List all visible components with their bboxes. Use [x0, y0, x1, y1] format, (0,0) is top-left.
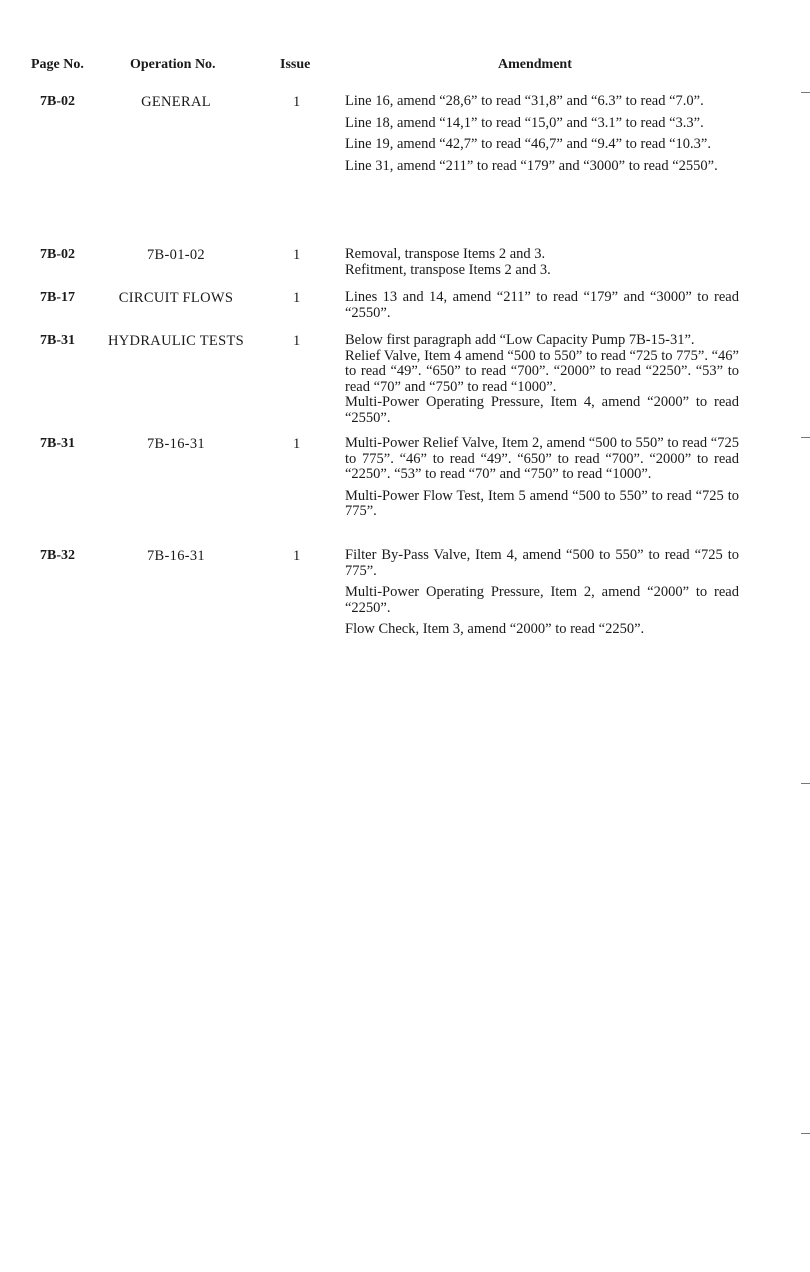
row-issue: 1: [293, 290, 301, 306]
row-page-no: 7B-02: [40, 94, 75, 109]
margin-mark: [801, 437, 810, 438]
amendment-line: Multi-Power Relief Valve, Item 2, amend “500 to 550” to read “725 to 775”. “46” to read “49”. “650” to read “700”. “2000” to read “2250”. “53” to read “70” and “750” to read “1000”.: [345, 435, 739, 482]
amendment-line: Line 31, amend “211” to read “179” and “3000” to read “2550”.: [345, 157, 718, 174]
amendment-line: Lines 13 and 14, amend “211” to read “179” and “3000” to read “2550”.: [345, 289, 739, 321]
row-amendments: [345, 290, 739, 327]
header-amendment: Amendment: [498, 57, 572, 72]
row-amendments: [345, 333, 739, 432]
row-issue: 1: [293, 94, 301, 110]
row-issue: 1: [293, 436, 301, 452]
amendment-line: Filter By-Pass Valve, Item 4, amend “500 to 550” to read “725 to 775”.: [345, 547, 739, 579]
amendment-line: Below first paragraph add “Low Capacity Pump 7B-15-31”.: [345, 332, 695, 348]
row-operation-no: 7B-01-02: [147, 247, 205, 263]
amendment-line: Multi-Power Operating Pressure, Item 4, amend “2000” to read “2550”.: [345, 394, 739, 426]
amendment-line: Removal, transpose Items 2 and 3.: [345, 246, 546, 262]
row-operation-no: GENERAL: [141, 94, 211, 110]
amendment-line: Flow Check, Item 3, amend “2000” to read “2250”.: [345, 621, 645, 637]
margin-mark: [801, 1133, 810, 1134]
row-page-no: 7B-02: [40, 247, 75, 262]
row-page-no: 7B-32: [40, 548, 75, 563]
header-issue: Issue: [280, 57, 311, 72]
amendment-line: Line 18, amend “14,1” to read “15,0” and “3.1” to read “3.3”.: [345, 114, 704, 131]
row-page-no: 7B-17: [40, 290, 75, 305]
row-amendments: [345, 548, 739, 644]
margin-mark: [801, 92, 810, 93]
row-amendments: [345, 94, 739, 180]
row-operation-no: HYDRAULIC TESTS: [108, 333, 244, 349]
row-issue: 1: [293, 247, 301, 263]
row-operation-no: CIRCUIT FLOWS: [118, 290, 234, 306]
row-operation-no: 7B-16-31: [147, 436, 205, 452]
row-page-no: 7B-31: [40, 333, 75, 348]
amendment-line: Refitment, transpose Items 2 and 3.: [345, 261, 551, 278]
amendment-line: Line 16, amend “28,6” to read “31,8” and “6.3” to read “7.0”.: [345, 93, 704, 109]
header-page-no: Page No.: [31, 57, 84, 72]
row-amendments: [345, 436, 739, 526]
margin-mark: [801, 783, 810, 784]
row-operation-no: 7B-16-31: [147, 548, 205, 564]
amendment-line: Multi-Power Flow Test, Item 5 amend “500 to 550” to read “725 to 775”.: [345, 487, 739, 519]
amendment-line: Line 19, amend “42,7” to read “46,7” and “9.4” to read “10.3”.: [345, 136, 711, 152]
header-operation-no: Operation No.: [130, 57, 216, 72]
row-issue: 1: [293, 333, 301, 349]
row-amendments: [345, 247, 739, 284]
row-issue: 1: [293, 548, 301, 564]
amendment-line: Relief Valve, Item 4 amend “500 to 550” to read “725 to 775”. “46” to read “49”. “650” to read “700”. “2000” to read “2250”. “53” to read “70” and “750” to read “1000”.: [345, 347, 739, 395]
amendment-line: Multi-Power Operating Pressure, Item 2, amend “2000” to read “2250”.: [345, 584, 739, 616]
row-page-no: 7B-31: [40, 436, 75, 451]
